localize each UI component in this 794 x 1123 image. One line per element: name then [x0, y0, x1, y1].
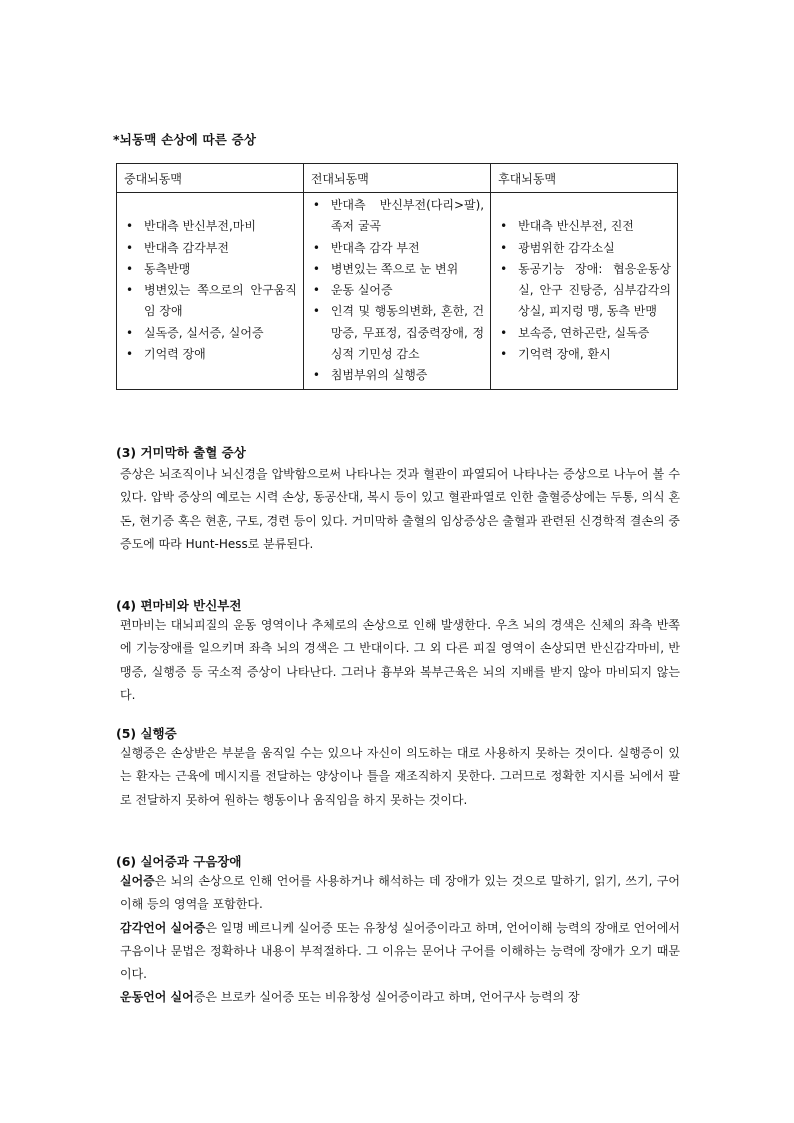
term-sensory-aphasia: 감각언어 실어증 [120, 920, 206, 935]
text-aphasia: 은 뇌의 손상으로 인해 언어를 사용하거나 해석하는 데 장애가 있는 것으로 말하기, 읽기, 쓰기, 구어 이해 등의 영역을 포함한다. [120, 874, 680, 912]
list-item: • 실독증, 실서증, 실어증 [123, 323, 297, 344]
paragraph-aphasia [120, 870, 680, 917]
list-item: • 동측반맹 [123, 259, 297, 280]
aca-symptom-list [310, 195, 484, 387]
cell-mca [117, 193, 304, 390]
section-text-subarachnoid: 증상은 뇌조직이나 뇌신경을 압박함으로써 나타나는 것과 혈관이 파열되어 나타나는 증상으로 나누어 볼 수 있다. 압박 증상의 예로는 시력 손상, 동공산대, 복시 등이 있고 혈관파열로 인한 출혈증상에는 두통, 의식 혼돈, 현기증 혹은 현훈, 구토, 경련 등이 있다. 거미막하 출혈의 임상증상은 출혈과 관련된 신경학적 결손의 중증도에 따라 Hunt-Hess로 분류된다. [120, 467, 680, 551]
section-title-subarachnoid: (3) 거미막하 출혈 증상 [116, 445, 246, 460]
section-title-aphasia: (6) 실어증과 구음장애 [116, 854, 242, 869]
list-item: • 반대측 감각부전 [123, 238, 297, 259]
mca-symptom-list [123, 216, 297, 365]
list-item: • 기억력 장애 [123, 344, 297, 365]
list-item: • 침범부위의 실행증 [310, 365, 484, 386]
section-text-hemiplegia: 편마비는 대뇌피질의 운동 영역이나 추체로의 손상으로 인해 발생한다. 우츠 뇌의 경색은 신체의 좌측 반쪽에 기능장애를 일으키며 좌측 뇌의 경색은 그 반대이다. 그 외 다른 피질 영역이 손상되면 반신감각마비, 반맹증, 실행증 등 국소적 증상이 나타난다. 그러나 흉부와 복부근육은 뇌의 지배를 받지 않아 마비되지 않는다. [120, 618, 680, 702]
list-item: • 운동 실어증 [310, 280, 484, 301]
list-item: • 반대측 감각 부전 [310, 238, 484, 259]
term-aphasia: 실어증 [120, 874, 155, 888]
header-pca: 후대뇌동맥 [491, 164, 678, 193]
page-heading: *뇌동맥 손상에 따른 증상 [113, 132, 257, 147]
list-item: • 기억력 장애, 환시 [497, 344, 671, 365]
paragraph-sensory-aphasia [120, 917, 680, 987]
list-item: • 광범위한 감각소실 [497, 238, 671, 259]
section-title-hemiplegia: (4) 편마비와 반신부전 [116, 598, 242, 613]
section-text-apraxia: 실행증은 손상받은 부분을 움직일 수는 있으나 자신이 의도하는 대로 사용하지 못하는 것이다. 실행증이 있는 환자는 근육에 메시지를 전달하는 양상이나 틀을 재조직하지 못한다. 그러므로 정확한 지시를 뇌에서 팔로 전달하지 못하여 원하는 행동이나 움직임을 하지 못하는 것이다. [120, 746, 680, 807]
term-motor-aphasia: 운동언어 실어 [120, 990, 194, 1005]
list-item: • 인격 및 행동의변화, 혼한, 건망증, 무표정, 집중력장애, 정싱적 기민성 감소 [310, 301, 484, 365]
section-body-aphasia [120, 870, 680, 1010]
list-item: • 반대측 반신부전(다리>팔), 족저 굴곡 [310, 195, 484, 238]
table-row [117, 193, 678, 390]
list-item: • 동공기능 장애: 협응운동상실, 안구 진탕증, 심부감각의 상실, 피지렁 맹, 동측 반맹 [497, 259, 671, 323]
list-item: • 병변있는 쪽으로의 안구움직임 장애 [123, 280, 297, 323]
text-sensory-aphasia: 은 일명 베르니케 실어증 또는 유창성 실어증이라고 하며, 언어이해 능력의 장애로 언어에서 구음이나 문법은 정확하나 내용이 부적절하다. 그 이유는 문어나 구어를 이해하는 능력에 장애가 오기 때문이다. [120, 920, 681, 982]
table-header-row [117, 164, 678, 193]
cell-pca [491, 193, 678, 390]
pca-symptom-list [497, 216, 671, 365]
cell-aca [303, 193, 490, 390]
section-title-apraxia: (5) 실행증 [116, 726, 177, 741]
paragraph-motor-aphasia [120, 986, 680, 1009]
list-item: • 반대측 반신부전,마비 [123, 216, 297, 237]
list-item: • 반대측 반신부전, 진전 [497, 216, 671, 237]
header-aca: 전대뇌동맥 [303, 164, 490, 193]
list-item: • 보속증, 연하곤란, 실독증 [497, 323, 671, 344]
text-motor-aphasia: 증은 브로카 실어증 또는 비유창성 실어증이라고 하며, 언어구사 능력의 장 [193, 990, 580, 1005]
header-mca: 중대뇌동맥 [117, 164, 304, 193]
list-item: • 병변있는 쪽으로 눈 변위 [310, 259, 484, 280]
symptom-table [116, 163, 678, 390]
